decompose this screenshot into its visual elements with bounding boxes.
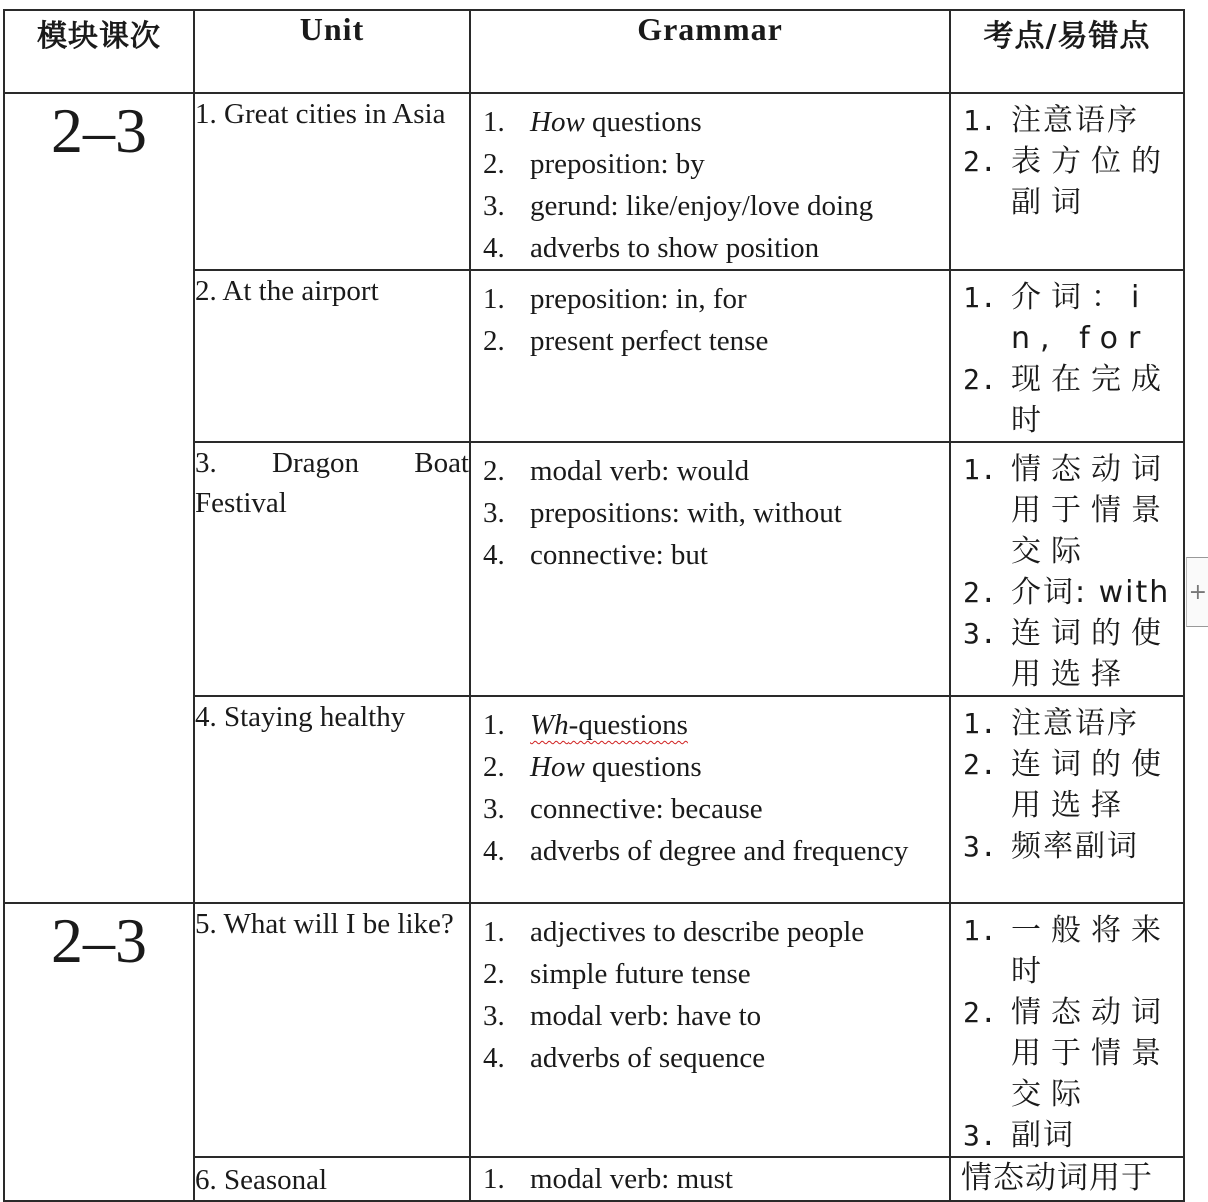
- item-text: 介词：in, for: [1011, 280, 1151, 356]
- item-text: 连词的使用选择: [1011, 616, 1171, 692]
- list-item: [483, 1158, 939, 1200]
- grammar-cell: [470, 1157, 950, 1201]
- item-number: 3.: [963, 1119, 997, 1152]
- grammar-list: [471, 443, 949, 576]
- item-rest: questions: [584, 106, 702, 138]
- item-text: present perfect tense: [530, 325, 769, 357]
- item-number: 1.: [483, 283, 505, 315]
- item-number: 2.: [483, 958, 505, 990]
- unit-title: 6. Seasonal: [195, 1164, 328, 1196]
- list-item: [963, 449, 1175, 572]
- side-expand-handle[interactable]: [1186, 557, 1208, 627]
- list-item: [483, 450, 939, 492]
- item-text: prepositions: with, without: [530, 497, 842, 529]
- list-item: [483, 227, 939, 269]
- unit-cell: [194, 1157, 470, 1201]
- errors-cell: [950, 442, 1184, 696]
- list-item: [483, 830, 939, 872]
- item-rest: questions: [584, 751, 702, 783]
- item-text: 一般将来时: [1011, 913, 1171, 989]
- item-number: 2.: [963, 576, 997, 609]
- item-text: preposition: in, for: [530, 283, 747, 315]
- item-text: 频率副词: [1011, 829, 1139, 864]
- grammar-cell: [470, 270, 950, 442]
- errors-cell: [950, 1157, 1184, 1201]
- item-text: modal verb: must: [530, 1163, 733, 1195]
- errors-list: [951, 697, 1183, 867]
- item-text: 副词: [1011, 1118, 1075, 1153]
- item-number: 4.: [483, 539, 505, 571]
- list-item: [483, 788, 939, 830]
- item-number: 4.: [483, 232, 505, 264]
- list-item: [963, 744, 1175, 826]
- unit-cell: [194, 903, 470, 1157]
- item-number: 2.: [963, 996, 997, 1029]
- list-item: [483, 995, 939, 1037]
- item-text: modal verb: would: [530, 455, 750, 487]
- list-item: [483, 911, 939, 953]
- errors-list: [951, 94, 1183, 223]
- list-item: [483, 320, 939, 362]
- item-number: 2.: [963, 748, 997, 781]
- item-text: adverbs of sequence: [530, 1042, 766, 1074]
- unit-title: 3. Dragon Boat Festival: [195, 447, 469, 519]
- item-number: 1.: [963, 453, 997, 486]
- grammar-cell: [470, 442, 950, 696]
- header-module: 模块课次: [4, 10, 194, 93]
- unit-cell: [194, 93, 470, 270]
- item-text: 注意语序: [1011, 103, 1139, 138]
- item-number: 3.: [963, 617, 997, 650]
- item-number: 1.: [963, 104, 997, 137]
- table-row: [4, 93, 1184, 270]
- list-item: [483, 953, 939, 995]
- item-number: 3.: [483, 793, 505, 825]
- grammar-list: [471, 697, 949, 872]
- list-item: [963, 141, 1175, 223]
- header-unit: Unit: [194, 10, 470, 93]
- item-text: preposition: by: [530, 148, 705, 180]
- header-grammar: Grammar: [470, 10, 950, 93]
- errors-cell: [950, 270, 1184, 442]
- list-item: [483, 185, 939, 227]
- item-number: 1.: [483, 1163, 505, 1195]
- item-text: 表方位的副词: [1011, 144, 1171, 220]
- item-text: simple future tense: [530, 958, 751, 990]
- unit-cell: [194, 696, 470, 903]
- list-item: [483, 278, 939, 320]
- errors-cell: [950, 903, 1184, 1157]
- item-text: adjectives to describe people: [530, 916, 865, 948]
- errors-list: [951, 271, 1183, 441]
- item-number: 2.: [483, 751, 505, 783]
- list-item: [963, 613, 1175, 695]
- grammar-list: [471, 904, 949, 1079]
- list-item: [483, 534, 939, 576]
- item-rest: -questions: [568, 709, 688, 741]
- list-item: [483, 1037, 939, 1079]
- item-number: 1.: [483, 916, 505, 948]
- grammar-cell: [470, 903, 950, 1157]
- header-errors: 考点/易错点: [950, 10, 1184, 93]
- item-italic: How: [530, 106, 585, 138]
- errors-text: 情态动词用于: [961, 1160, 1153, 1196]
- unit-title: 1. Great cities in Asia: [195, 98, 446, 130]
- item-italic: How: [530, 751, 585, 783]
- grammar-cell: [470, 696, 950, 903]
- list-item: [483, 492, 939, 534]
- errors-cell: [950, 93, 1184, 270]
- item-text: 连词的使用选择: [1011, 747, 1171, 823]
- plus-icon: +: [1188, 579, 1207, 605]
- header-row: [4, 10, 1184, 93]
- list-item: [483, 746, 939, 788]
- list-item: [963, 992, 1175, 1115]
- unit-title: 5. What will I be like?: [195, 908, 454, 940]
- item-number: 2.: [963, 363, 997, 396]
- grammar-list: [471, 94, 949, 269]
- list-item: [963, 572, 1175, 613]
- item-text: 介词: with: [1011, 575, 1171, 610]
- list-item: [483, 101, 939, 143]
- item-number: 3.: [483, 497, 505, 529]
- item-text: [530, 101, 939, 143]
- item-number: 1.: [963, 281, 997, 314]
- item-number: 1.: [483, 106, 505, 138]
- item-text: adverbs to show position: [530, 232, 820, 264]
- unit-cell: [194, 442, 470, 696]
- list-item: [483, 143, 939, 185]
- table-row: [4, 903, 1184, 1157]
- list-item: [963, 277, 1175, 359]
- list-item: [963, 703, 1175, 744]
- item-text: adverbs of degree and frequency: [530, 835, 909, 867]
- item-text: 现在完成时: [1011, 362, 1171, 438]
- item-number: 2.: [963, 145, 997, 178]
- item-number: 2.: [483, 325, 505, 357]
- list-item: [483, 704, 939, 746]
- item-italic: Wh: [530, 709, 569, 741]
- unit-cell: [194, 270, 470, 442]
- item-number: 4.: [483, 835, 505, 867]
- item-number: 3.: [483, 190, 505, 222]
- errors-cell: [950, 696, 1184, 903]
- item-number: 1.: [963, 914, 997, 947]
- item-number: 1.: [963, 707, 997, 740]
- module-cell: 2–3: [4, 93, 194, 903]
- item-number: 2.: [483, 455, 505, 487]
- item-text: gerund: like/enjoy/love doing: [530, 190, 874, 222]
- item-text: connective: because: [530, 793, 763, 825]
- errors-list: [951, 904, 1183, 1156]
- list-item: [963, 1115, 1175, 1156]
- item-number: 1.: [483, 709, 505, 741]
- item-number: 3.: [483, 1000, 505, 1032]
- grammar-list: [471, 271, 949, 362]
- unit-title: 4. Staying healthy: [195, 701, 406, 733]
- list-item: [963, 359, 1175, 441]
- curriculum-table: [3, 9, 1185, 1202]
- item-text: 注意语序: [1011, 706, 1139, 741]
- list-item: [963, 826, 1175, 867]
- item-text: 情态动词用于情景交际: [1011, 452, 1171, 569]
- item-number: 2.: [483, 148, 505, 180]
- unit-title: 2. At the airport: [195, 275, 379, 307]
- item-text: [530, 704, 939, 746]
- list-item: [963, 100, 1175, 141]
- item-text: modal verb: have to: [530, 1000, 762, 1032]
- list-item: [963, 910, 1175, 992]
- item-text: connective: but: [530, 539, 708, 571]
- item-text: [530, 746, 939, 788]
- grammar-list: [471, 1158, 949, 1200]
- errors-list: [951, 443, 1183, 695]
- item-number: 4.: [483, 1042, 505, 1074]
- module-cell: 2–3: [4, 903, 194, 1201]
- grammar-cell: [470, 93, 950, 270]
- item-text: 情态动词用于情景交际: [1011, 995, 1171, 1112]
- item-number: 3.: [963, 830, 997, 863]
